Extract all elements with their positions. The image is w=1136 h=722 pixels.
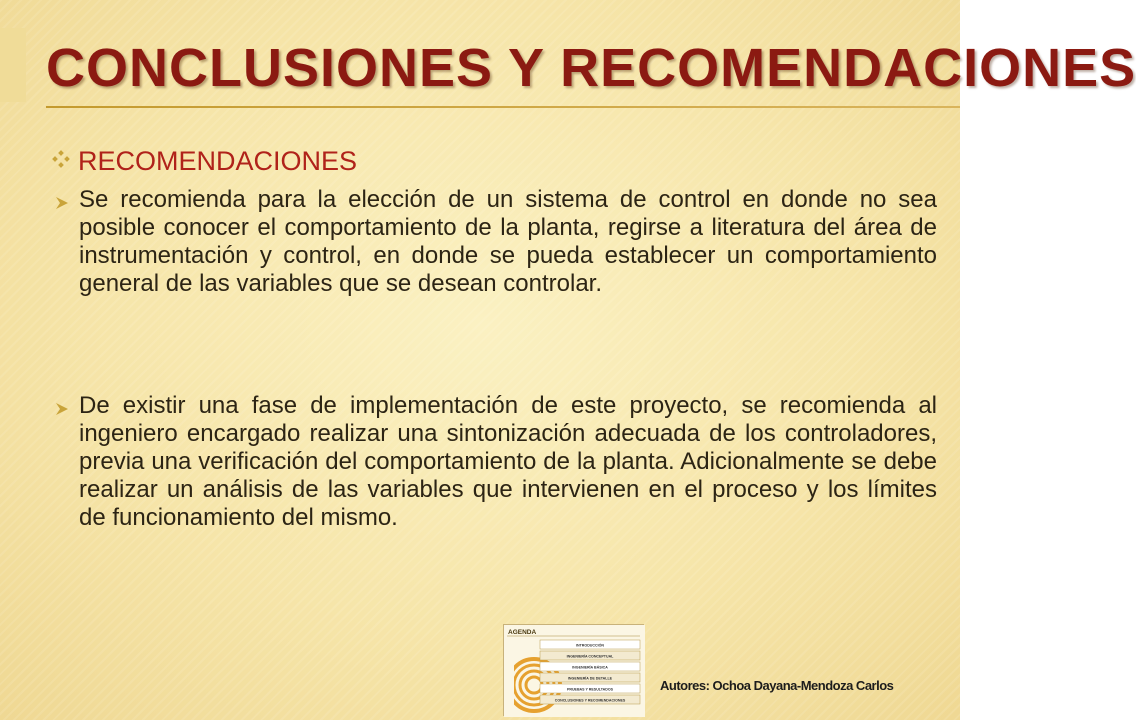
diamond-dots-bullet-icon <box>52 150 70 168</box>
section-heading <box>52 142 912 182</box>
agenda-thumbnail <box>503 624 644 716</box>
author-credit: Autores: Ochoa Dayana-Mendoza Carlos <box>660 678 894 693</box>
agenda-item: INGENIERÍA CONCEPTUAL <box>566 654 614 659</box>
agenda-item: CONCLUSIONES Y RECOMENDACIONES <box>554 698 626 703</box>
title-accent-bar <box>0 28 26 102</box>
slide-title: CONCLUSIONES Y RECOMENDACIONES <box>46 38 1136 98</box>
agenda-item: INTRODUCCIÓN <box>576 643 604 648</box>
paragraph-text: De existir una fase de implementación de este proyecto, se recomienda al ingeniero encargado realizar una sintonización adecuada de los controladores, previa una verificación del comportamiento de la planta. Adicionalmente se debe realizar un análisis de las variables que intervienen en el proceso y los límites de funcionamiento del mismo. <box>79 392 937 531</box>
agenda-diagram <box>504 625 645 717</box>
paragraph-text: Se recomienda para la elección de un sistema de control en donde no sea posible conocer el comportamiento de la planta, regirse a literatura del área de instrumentación y control, en donde se pueda establecer un comportamiento general de las variables que se desean controlar. <box>79 186 937 297</box>
recommendation-paragraph-2 <box>55 392 937 532</box>
agenda-title: AGENDA <box>508 629 537 636</box>
title-underline <box>46 106 960 108</box>
agenda-item: INGENIERÍA DE DETALLE <box>567 676 613 681</box>
arrowhead-bullet-icon <box>55 402 69 416</box>
recommendation-paragraph-1 <box>55 186 937 298</box>
agenda-item: INGENIERÍA BÁSICA <box>572 665 608 670</box>
arrowhead-bullet-icon <box>55 196 69 210</box>
agenda-item: PRUEBAS Y RESULTADOS <box>566 687 614 692</box>
section-heading-text: RECOMENDACIONES <box>78 146 358 176</box>
